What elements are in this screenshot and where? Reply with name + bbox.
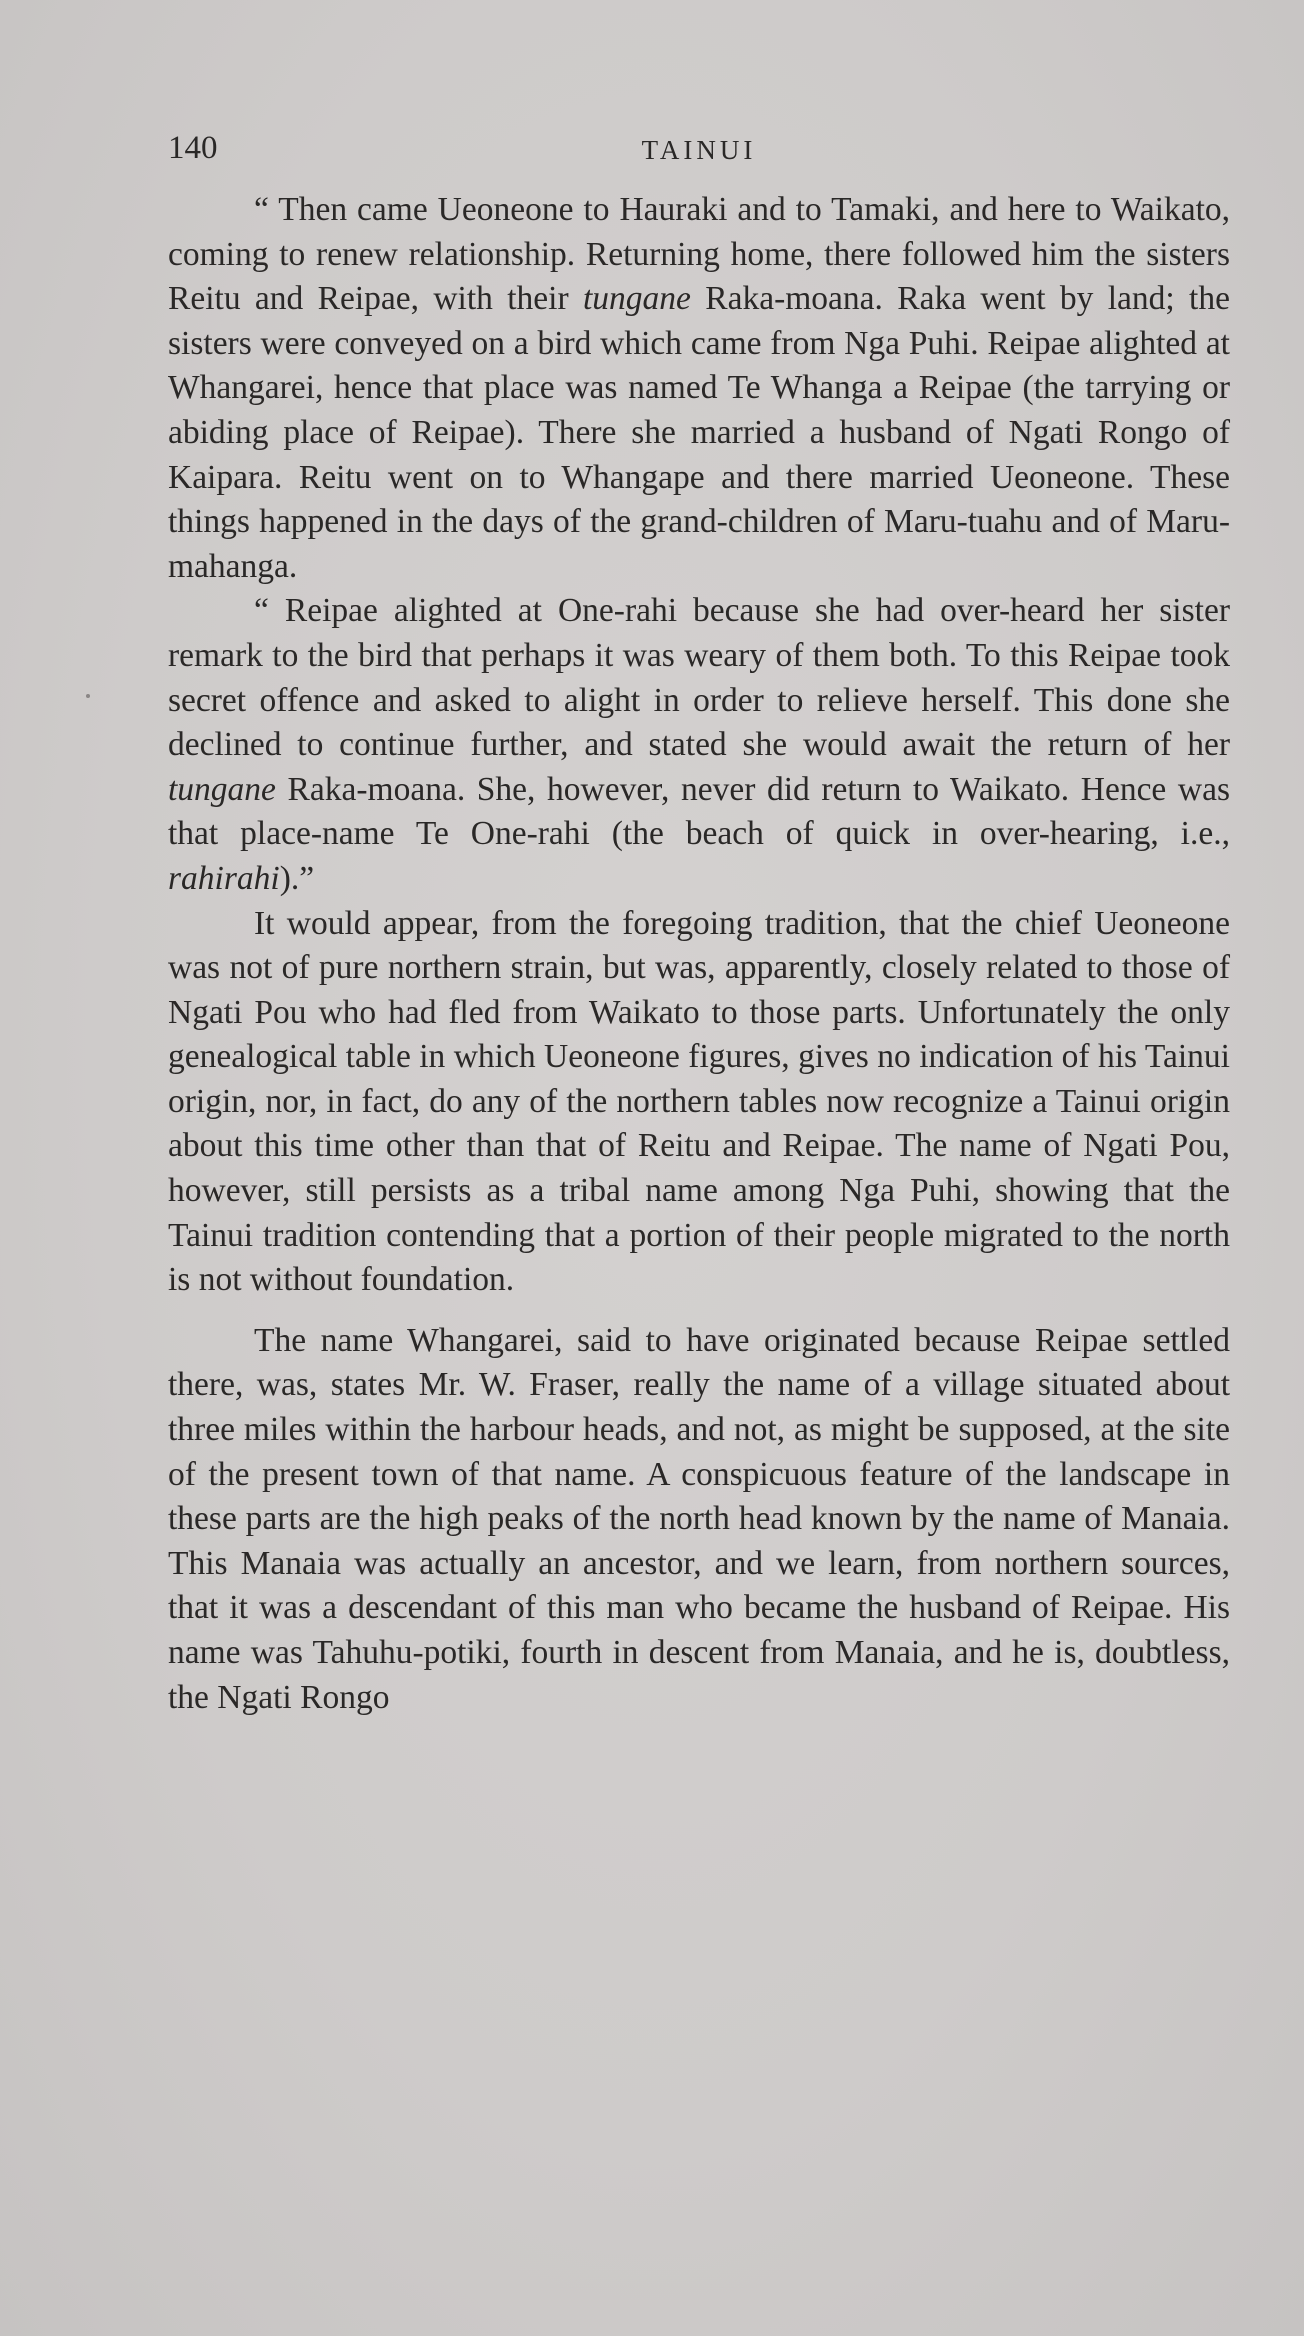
page-number: 140 bbox=[168, 130, 218, 166]
ink-speck bbox=[86, 694, 90, 698]
paragraph-1-text-a: “ Then came Ueoneone to Hauraki and to Tamaki, and here to Waikato, coming to renew relationship. Returning home, there followed him the sisters Reitu and Reipae, with their bbox=[168, 191, 1230, 318]
italic-word: tungane bbox=[168, 770, 276, 808]
paragraph-2 bbox=[168, 589, 1230, 901]
paragraph-2-text-b: Raka-moana. She, however, never did return to Waikato. Hence was that place-name Te One-rahi (the beach of quick in over-hearing, i.e., bbox=[168, 770, 1230, 853]
body-text bbox=[168, 188, 1230, 1720]
book-page bbox=[168, 128, 1230, 1720]
running-title: TAINUI bbox=[641, 135, 757, 165]
italic-word: rahirahi bbox=[168, 859, 280, 897]
paragraph-3: It would appear, from the foregoing tradition, that the chief Ueoneone was not of pure northern strain, but was, apparently, closely related to those of Ngati Pou who had fled from Waikato to those parts. Unfortunately the only genealogical table in which Ueoneone figures, gives no indication of his Tainui origin, nor, in fact, do any of the northern tables now recognize a Tainui origin about this time other than that of Reitu and Reipae. The name of Ngati Pou, however, still persists as a tribal name among Nga Puhi, showing that the Tainui tradition contending that a portion of their people migrated to the north is not without foundation. bbox=[168, 904, 1230, 1299]
paragraph-2-text-c: ).” bbox=[279, 859, 315, 897]
paragraph-1-text-b: Raka-moana. Raka went by land; the sisters were conveyed on a bird which came from Nga Puhi. Reipae alighted at Whangarei, hence that place was named Te Whanga a Reipae (the tarrying or abiding place of Reipae). There she married a husband of Ngati Rongo of Kaipara. Reitu went on to Whangape and there married Ueoneone. These things happened in the days of the grand-children of Maru-tuahu and of Maru-mahanga. bbox=[168, 280, 1230, 585]
paragraph-4: The name Whangarei, said to have originated because Reipae settled there, was, states Mr. W. Fraser, really the name of a village situated about three miles within the harbour heads, and not, as might be supposed, at the site of the present town of that name. A conspicuous feature of the landscape in these parts are the high peaks of the north head known by the name of Manaia. This Manaia was actually an ancestor, and we learn, from northern sources, that it was a descendant of this man who became the husband of Reipae. His name was Tahuhu-potiki, fourth in descent from Manaia, and he is, doubtless, the Ngati Rongo bbox=[168, 1321, 1230, 1716]
paragraph-2-text-a: “ Reipae alighted at One-rahi because she had over-heard her sister remark to the bird that perhaps it was weary of them both. To this Reipae took secret offence and asked to alight in order to relieve herself. This done she declined to continue further, and stated she would await the return of her bbox=[168, 592, 1230, 764]
page-header bbox=[168, 128, 1230, 188]
italic-word: tungane bbox=[582, 280, 691, 318]
paragraph-1 bbox=[168, 188, 1230, 589]
